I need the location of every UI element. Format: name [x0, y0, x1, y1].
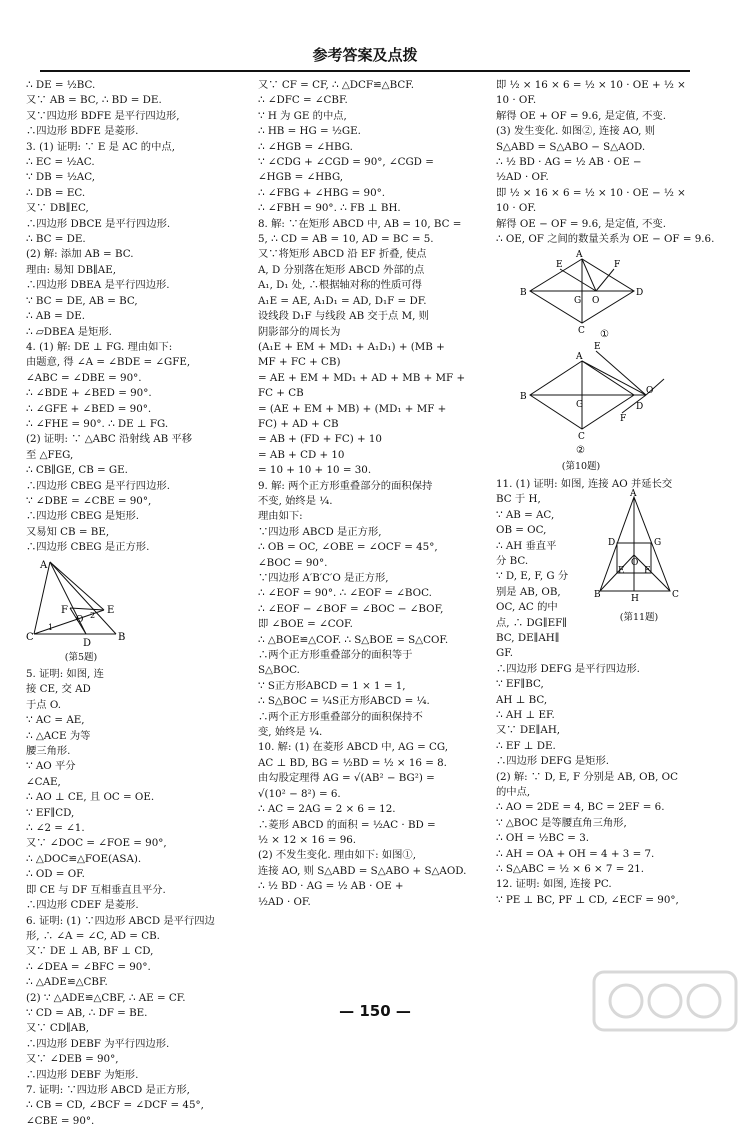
col1-line: ∵ DB = ½AC,	[26, 171, 96, 184]
col2-line: ∵四边形 A′B′C′O 是正方形,	[258, 572, 389, 584]
col3-line: ∴ OH = ½BC = 3.	[496, 832, 590, 845]
col1-line: ∴四边形 BDFE 是菱形.	[26, 125, 139, 138]
col3-line: AH ⊥ BC,	[496, 693, 548, 706]
col1-line: 形, ∴ ∠A = ∠C, AD = CB.	[26, 929, 160, 942]
col1-line: ∴ △ADE≌△CBF.	[26, 976, 108, 989]
fig5-label-d: D	[83, 637, 92, 649]
fig10-label-c2: C	[578, 432, 585, 443]
col1-line: ∴四边形 DBEA 是平行四边形.	[26, 279, 170, 292]
fig5-label-f: F	[61, 604, 68, 616]
col1-line: 又∵ ∠DEB = 90°,	[26, 1053, 119, 1066]
figure-problem-10	[496, 249, 722, 474]
col2-line: 又∵ CF = CF, ∴ △DCF≌△BCF.	[258, 79, 415, 91]
fig5-label-angle-2: 2	[90, 610, 96, 620]
col2-line: = AB + (FD + FC) + 10	[258, 433, 382, 446]
fig11-label-f: F	[644, 565, 651, 576]
col1-line: ∴四边形 CBEG 是矩形.	[26, 510, 140, 523]
col2-line: 9. 解: 两个正方形重叠部分的面积保持	[258, 479, 433, 492]
col2-line: ∴ ∠EOF − ∠BOF = ∠BOC − ∠BOF,	[258, 602, 444, 615]
col1-line: ∴ ∠BDE + ∠BED = 90°.	[26, 387, 152, 400]
col1-line: 又∵ AB = BC, ∴ BD = DE.	[26, 94, 162, 107]
col2-line: (2) 不发生变化. 理由如下: 如图①,	[258, 849, 416, 862]
fig10-label-d1: D	[636, 288, 644, 299]
col2-line: ∵ H 为 GE 的中点,	[258, 109, 347, 122]
fig10-caption: (第10题)	[561, 461, 601, 473]
fig10-label-c1: C	[578, 326, 585, 337]
col3-line: ∵ D, E, F, G 分	[496, 570, 569, 583]
col2-line: A₁E = AE, A₁D₁ = AD, D₁F = DF.	[258, 294, 427, 307]
col3-line: ∴四边形 DEFG 是矩形.	[496, 755, 610, 768]
col1-line: ∴ ∠DEA = ∠BFC = 90°.	[26, 960, 151, 973]
col2-line: ∴ OB = OC, ∠OBE = ∠OCF = 45°,	[258, 541, 438, 554]
col1-line: ∴ ∠2 = ∠1.	[26, 822, 85, 835]
col3-line: 10 · OF.	[496, 202, 537, 215]
col2-line: ½ × 12 × 16 = 96.	[258, 833, 357, 846]
col3-line: ∴四边形 DEFG 是平行四边形.	[496, 662, 640, 675]
fig11-label-a: A	[630, 488, 637, 499]
col2-line: 不变, 始终是 ¼.	[258, 494, 333, 507]
col3-line: 别是 AB, OB,	[496, 585, 561, 598]
fig5-label-e: E	[107, 604, 115, 616]
col3-line: 又∵ DE∥AH,	[496, 724, 561, 737]
col3-line: (2) 解: ∵ D, E, F 分别是 AB, OB, OC	[496, 770, 678, 783]
page-header	[40, 42, 690, 72]
col2-line: (A₁E + EM + MD₁ + A₁D₁) + (MB +	[258, 340, 445, 353]
col3-line: ∵ AB = AC,	[496, 508, 555, 521]
col1-line: ∴ ∠GFE + ∠BED = 90°.	[26, 402, 152, 415]
fig10-label-f1: F	[614, 260, 621, 271]
col2-line: 设线段 D₁F 与线段 AB 交于点 M, 则	[258, 310, 429, 323]
column-left	[26, 78, 252, 1127]
col1-line: ∴四边形 CBEG 是平行四边形.	[26, 479, 170, 492]
fig5-label-o: O	[76, 614, 84, 625]
col1-line: ∴ EC = ½AC.	[26, 156, 95, 169]
fig10-label-b2: B	[520, 392, 527, 403]
col1-line: ∴四边形 DEBF 为矩形.	[26, 1068, 139, 1081]
col1-line: 由题意, 得 ∠A = ∠BDE = ∠GFE,	[26, 356, 191, 369]
col2-line: 8. 解: ∵在矩形 ABCD 中, AB = 10, BC =	[258, 217, 462, 230]
col3-line: ∴ S△ABC = ½ × 6 × 7 = 21.	[496, 863, 645, 876]
col3-line: 的中点,	[496, 786, 531, 798]
fig10-label-d2: D	[636, 402, 644, 413]
fig5-caption: (第5题)	[64, 651, 98, 663]
page-header-title: 参考答案及点拨	[312, 46, 418, 64]
col2-line: A₁, D₁ 处, ∴根据轴对称的性质可得	[258, 279, 422, 292]
col1-line: ∴ DE = ½BC.	[26, 79, 96, 91]
col1-line: 3. (1) 证明: ∵ E 是 AC 的中点,	[26, 140, 175, 153]
col1-line: ∴ ▱DBEA 是矩形.	[26, 325, 112, 338]
fig5-label-c: C	[26, 631, 34, 643]
col2-line: ∠HGB = ∠HBG,	[258, 171, 344, 184]
page-number: — 150 —	[339, 1002, 411, 1020]
fig10-label-e2: E	[594, 342, 601, 353]
figure-problem-11	[594, 488, 684, 626]
fig10-label-e1: E	[556, 260, 563, 271]
fig5-label-angle-1: 1	[48, 622, 54, 632]
col2-line: = 10 + 10 + 10 = 30.	[258, 464, 372, 477]
figure-problem-5	[26, 558, 252, 665]
col2-line: 即 ∠BOE = ∠COF.	[258, 618, 353, 631]
col3-line: ∵ PE ⊥ BC, PF ⊥ CD, ∠ECF = 90°,	[496, 893, 679, 906]
fig11-label-b: B	[594, 589, 601, 600]
col2-line: 又∵将矩形 ABCD 沿 EF 折叠, 使点	[258, 248, 427, 261]
col1-line: ∴ CB = CD, ∠BCF = ∠DCF = 45°,	[26, 1099, 204, 1112]
col3-line: OB = OC,	[496, 524, 547, 537]
col3-line: ∵ △BOC 是等腰直角三角形,	[496, 816, 627, 829]
fig10-label-f2: F	[620, 414, 627, 425]
col1-line: 又∵四边形 BDFE 是平行四边形,	[26, 109, 180, 122]
col3-line: 分 BC.	[496, 554, 529, 567]
col2-line: 5, ∴ CD = AB = 10, AD = BC = 5.	[258, 233, 434, 246]
col3-line: 10 · OF.	[496, 94, 537, 107]
fig11-label-d: D	[608, 537, 616, 548]
col2-line: ∴ ∠HGB = ∠HBG.	[258, 140, 353, 153]
col3-line: ∴ OE, OF 之间的数量关系为 OE − OF = 9.6.	[496, 233, 715, 246]
col1-line: 又∵ DE ⊥ AB, BF ⊥ CD,	[26, 945, 154, 958]
col2-line: ∵四边形 ABCD 是正方形,	[258, 525, 382, 538]
col1-line: 又∵ DB∥EC,	[26, 202, 89, 215]
col2-line: AC ⊥ BD, BG = ½BD = ½ × 16 = 8.	[258, 756, 447, 769]
col2-line: ∴两个正方形重叠部分的面积保持不	[258, 710, 423, 723]
col2-line: ∵ ∠CDG + ∠CGD = 90°, ∠CGD =	[258, 156, 434, 169]
fig11-caption: (第11题)	[619, 612, 659, 624]
col1-line: ∵ AO 平分	[26, 760, 76, 773]
col1-line: ∴ △ACE 为等	[26, 729, 91, 742]
fig10-sub-1: ①	[600, 329, 609, 341]
col1-line: ∵ EF∥CD,	[26, 806, 75, 819]
fig10-label-b1: B	[520, 288, 527, 299]
col1-line: 6. 证明: (1) ∵四边形 ABCD 是平行四边	[26, 914, 215, 927]
col3-line: ∴ AH 垂直平	[496, 539, 557, 552]
fig10-label-o2: O	[646, 386, 654, 397]
col3-line: 11. (1) 证明: 如图, 连接 AO 并延长交	[496, 477, 673, 490]
col1-line: ∠ABC = ∠DBE = 90°.	[26, 371, 142, 384]
col1-line: (2) 证明: ∵ △ABC 沿射线 AB 平移	[26, 433, 193, 446]
col1-line: ∴ △DOC≌△FOE(ASA).	[26, 852, 142, 865]
col1-line: 4. (1) 解: DE ⊥ FG. 理由如下:	[26, 340, 173, 353]
col2-line: 由勾股定理得 AG = √(AB² − BG²) =	[258, 772, 435, 785]
col1-line: 于点 O.	[26, 698, 61, 711]
col1-line: ∠CAE,	[26, 775, 61, 788]
fig10-label-o1: O	[592, 296, 600, 307]
col3-line: (3) 发生变化. 如图②, 连接 AO, 则	[496, 125, 656, 138]
col2-line: 阴影部分的周长为	[258, 325, 341, 338]
col3-line: S△ABD = S△ABO − S△AOD.	[496, 140, 646, 153]
fig11-label-e: E	[618, 565, 625, 576]
col2-line: 10. 解: (1) 在菱形 ABCD 中, AG = CG,	[258, 741, 448, 754]
col2-line: = (AE + EM + MB) + (MD₁ + MF +	[258, 402, 447, 415]
col2-line: ½AD · OF.	[258, 895, 311, 908]
col2-line: 理由如下:	[258, 510, 303, 523]
col2-line: FC) + AD + CB	[258, 417, 339, 430]
col3-line: ∵ EF∥BC,	[496, 678, 544, 691]
col3-line: ∴ AH ⊥ EF.	[496, 708, 555, 721]
col2-line: S△BOC.	[258, 664, 300, 677]
watermark-logo	[590, 968, 740, 1034]
fig11-label-c: C	[672, 589, 679, 600]
col1-line: 理由: 易知 DB∥AE,	[26, 263, 117, 276]
fig10-label-a1: A	[576, 250, 583, 261]
col2-line: ∠BOC = 90°.	[258, 556, 328, 569]
col1-line: (2) ∵ △ADE≌△CBF, ∴ AE = CF.	[26, 991, 186, 1004]
col3-line: GF.	[496, 647, 514, 660]
col1-line: ∴四边形 CBEG 是正方形.	[26, 541, 150, 554]
col2-line: ∵ S正方形ABCD = 1 × 1 = 1,	[258, 679, 406, 692]
col1-line: 5. 证明: 如图, 连	[26, 668, 104, 680]
col3-line: 解得 OE − OF = 9.6, 是定值, 不变.	[496, 217, 666, 230]
col1-line: ∠CBE = 90°.	[26, 1114, 95, 1127]
col1-line: ∴ BC = DE.	[26, 233, 86, 246]
col3-line: 解得 OE + OF = 9.6, 是定值, 不变.	[496, 109, 666, 122]
col3-line: ∴ AH = OA + OH = 4 + 3 = 7.	[496, 847, 655, 860]
fig11-label-h: H	[631, 593, 639, 604]
col1-line: ∵ BC = DE, AB = BC,	[26, 294, 138, 307]
col2-line: ∴ ½ BD · AG = ½ AB · OE +	[258, 880, 404, 893]
col2-line: ∴菱形 ABCD 的面积 = ½AC · BD =	[258, 818, 436, 831]
col2-line: FC + CB	[258, 387, 304, 400]
col1-line: ∴四边形 DEBF 为平行四边形.	[26, 1037, 170, 1050]
col3-line: BC 于 H,	[496, 493, 541, 506]
fig11-label-g: G	[654, 537, 662, 548]
col3-line: 点, ∴ DG∥EF∥	[496, 616, 568, 629]
col2-line: ∴两个正方形重叠部分的面积等于	[258, 649, 413, 662]
col1-line: 7. 证明: ∵四边形 ABCD 是正方形,	[26, 1083, 190, 1096]
col2-line: ∴ S△BOC = ¼S正方形ABCD = ¼.	[258, 695, 430, 708]
fig10-label-g2: G	[576, 400, 584, 411]
col2-line: √(10² − 8²) = 6.	[258, 787, 341, 800]
fig5-label-b: B	[118, 631, 126, 643]
col3-line: OC, AC 的中	[496, 601, 558, 614]
col2-line: ∴ ∠EOF = 90°. ∴ ∠EOF = ∠BOC.	[258, 587, 432, 600]
col1-line: ∴ DB = EC.	[26, 186, 86, 199]
col1-line: ∴ AO ⊥ CE, 且 OC = OE.	[26, 791, 155, 804]
col1-line: ∴四边形 CDEF 是菱形.	[26, 899, 139, 912]
col1-line: ∵ CD = AB, ∴ DF = BE.	[26, 1006, 148, 1019]
col1-line: 又∵ CD∥AB,	[26, 1022, 90, 1035]
col1-line: ∴ AB = DE.	[26, 310, 86, 323]
fig11-label-o: O	[631, 557, 639, 568]
col3-line: 12. 证明: 如图, 连接 PC.	[496, 878, 612, 891]
col1-line: ∵ AC = AE,	[26, 714, 85, 727]
col2-line: 连接 AO, 则 S△ABD = S△ABO + S△AOD.	[258, 864, 467, 877]
col1-line: ∴四边形 DBCE 是平行四边形.	[26, 217, 171, 230]
col2-line: ∴ ∠DFC = ∠CBF.	[258, 94, 348, 107]
col2-line: ∴ ∠FBG + ∠HBG = 90°.	[258, 186, 386, 199]
fig10-label-g1: G	[574, 296, 582, 307]
col1-line: ∴ ∠FHE = 90°. ∴ DE ⊥ FG.	[26, 417, 169, 430]
col2-line: = AE + EM + MD₁ + AD + MB + MF +	[258, 371, 466, 384]
col3-line: ½AD · OF.	[496, 171, 549, 184]
col2-line: 变, 始终是 ¼.	[258, 726, 323, 739]
col3-line: BC, DE∥AH∥	[496, 631, 560, 644]
col3-line: ∴ ½ BD · AG = ½ AB · OE −	[496, 156, 642, 169]
col1-line: 腰三角形.	[26, 745, 71, 758]
col2-line: ∴ AC = 2AG = 2 × 6 = 12.	[258, 803, 396, 816]
column-middle	[258, 78, 486, 993]
col2-line: = AB + CD + 10	[258, 448, 345, 461]
col1-line: 即 CE 与 DF 互相垂直且平分.	[26, 883, 166, 896]
col1-line: (2) 解: 添加 AB = BC.	[26, 248, 134, 261]
col1-line: ∴ OD = OF.	[26, 868, 85, 881]
col1-line: 接 CE, 交 AD	[26, 683, 91, 696]
col2-line: ∴ HB = HG = ½GE.	[258, 125, 361, 138]
col2-line: ∴ ∠FBH = 90°. ∴ FB ⊥ BH.	[258, 202, 401, 215]
col1-line: ∵ ∠DBE = ∠CBE = 90°,	[26, 494, 152, 507]
col3-line: 即 ½ × 16 × 6 = ½ × 10 · OE − ½ ×	[496, 186, 686, 199]
col3-line: ∴ EF ⊥ DE.	[496, 739, 556, 752]
fig5-label-a: A	[40, 559, 48, 571]
col1-line: 至 △FEG,	[26, 448, 74, 461]
fig10-sub-2: ②	[576, 445, 585, 457]
col1-line: ∴ CB∥GE, CB = GE.	[26, 464, 128, 477]
column-right	[496, 78, 722, 993]
col2-line: MF + FC + CB)	[258, 356, 341, 369]
fig10-label-a2: A	[576, 352, 583, 363]
col1-line: 又易知 CB = BE,	[26, 525, 110, 538]
col1-line: 又∵ ∠DOC = ∠FOE = 90°,	[26, 837, 167, 850]
col3-line: ∴ AO = 2DE = 4, BC = 2EF = 6.	[496, 801, 665, 814]
col2-line: ∴ △BOE≌△COF. ∴ S△BOE = S△COF.	[258, 633, 449, 646]
col3-line: 即 ½ × 16 × 6 = ½ × 10 · OE + ½ ×	[496, 79, 686, 91]
col2-line: A, D 分别落在矩形 ABCD 外部的点	[258, 263, 425, 276]
